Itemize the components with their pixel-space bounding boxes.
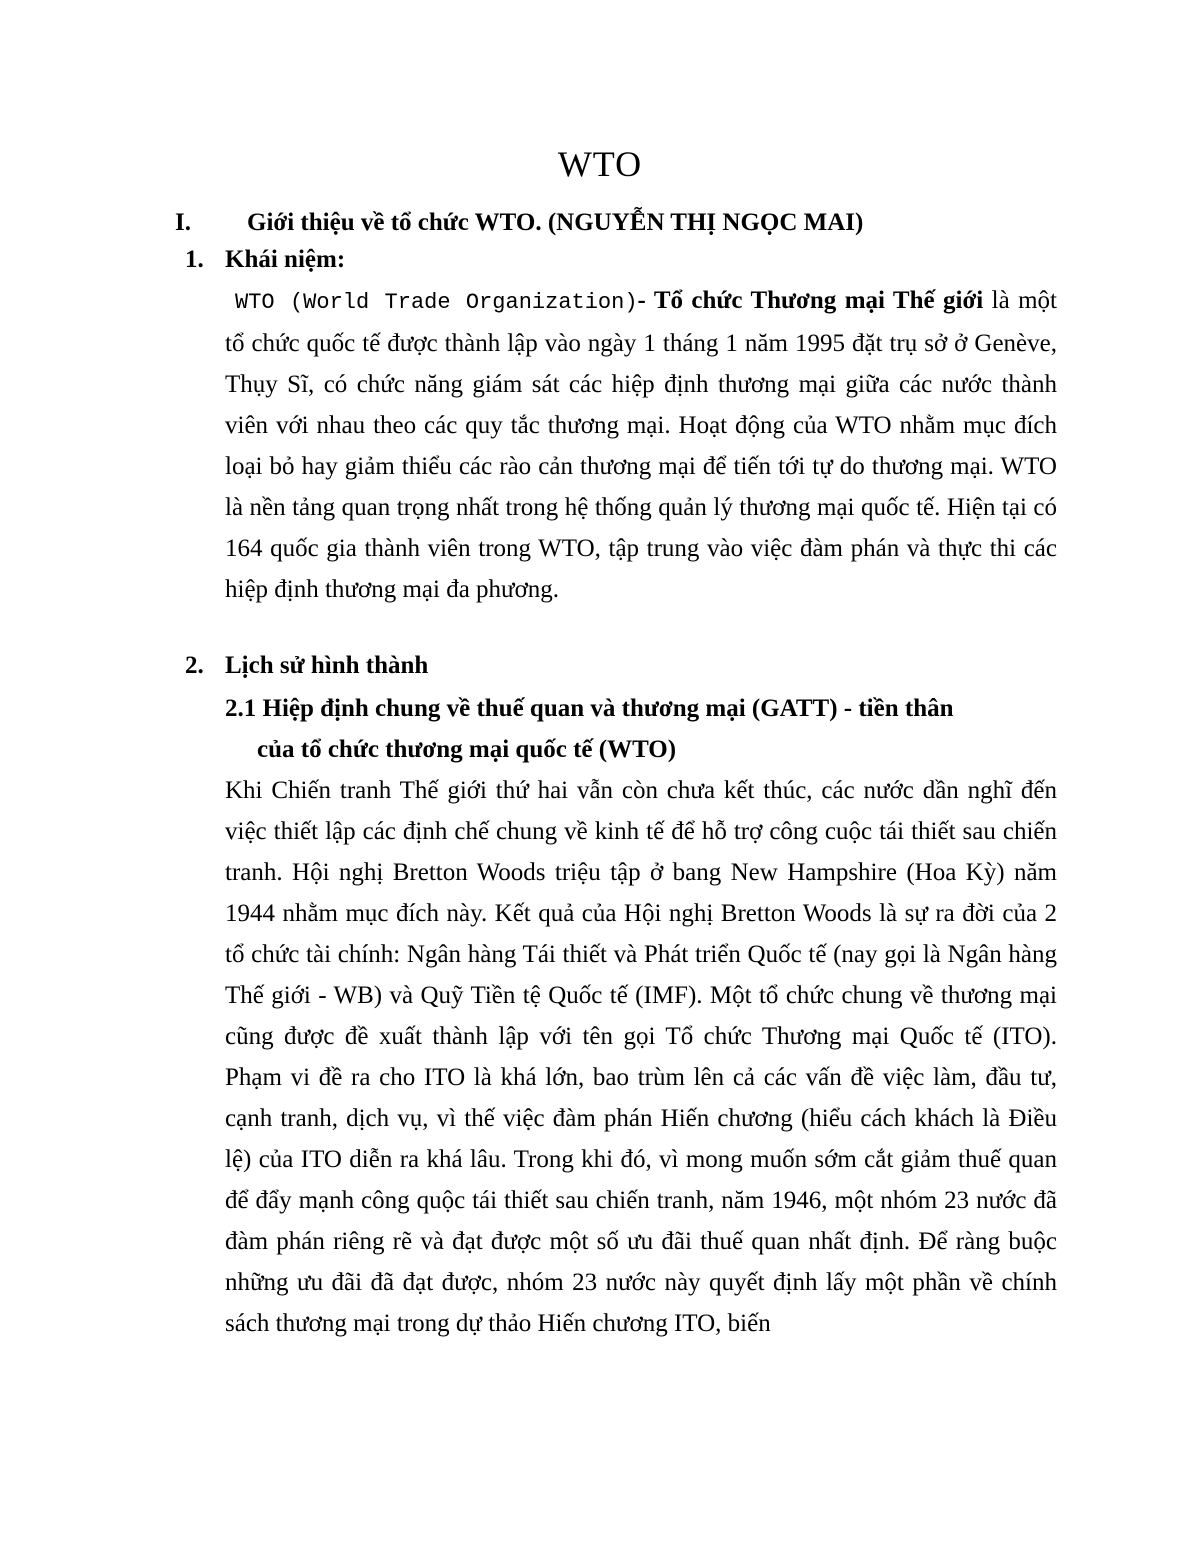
section-heading-1: [175, 205, 863, 241]
section-number: I.: [175, 209, 191, 236]
subsection-heading-1: [185, 242, 345, 278]
subsection-number: 2.: [185, 652, 204, 679]
subsection-heading-text: Lịch sử hình thành: [225, 652, 429, 679]
subsection-heading-2-1: [225, 688, 1057, 770]
paragraph-body-text: là một tổ chức quốc tế được thành lập vào ngày 1 tháng 1 năm 1995 đặt trụ sở ở Genève, Thụy Sĩ, có chức năng giám sát các hiệp định thương mại giữa các nước thành viên với nhau theo các quy tắc thương mại. Hoạt động của WTO nhằm mục đích loại bỏ hay giảm thiểu các rào cản thương mại để tiến tới tự do thương mại. WTO là nền tảng quan trọng nhất trong hệ thống quản lý thương mại quốc tế. Hiện tại có 164 quốc gia thành viên trong WTO, tập trung vào việc đàm phán và thực thi các hiệp định thương mại đa phương.: [225, 287, 1057, 603]
subsection-heading-text: Khái niệm:: [225, 246, 346, 273]
subsection-number: 1.: [185, 246, 204, 273]
subsection-heading-line-2: của tổ chức thương mại quốc tế (WTO): [257, 736, 677, 763]
paragraph-definition: [225, 280, 1057, 610]
paragraph-lead-text: WTO (World Trade Organization): [235, 290, 638, 315]
paragraph-bold-text: - Tổ chức Thương mại Thế giới: [637, 287, 984, 314]
document-title: WTO: [557, 144, 643, 184]
subsection-heading-2: [185, 648, 428, 684]
subsection-heading-line-1: 2.1 Hiệp định chung về thuế quan và thương mại (GATT) - tiền thân: [225, 695, 954, 722]
paragraph-history: Khi Chiến tranh Thế giới thứ hai vẫn còn chưa kết thúc, các nước dần nghĩ đến việc thiết lập các định chế chung về kinh tế để hỗ trợ công cuộc tái thiết sau chiến tranh. Hội nghị Bretton Woods triệu tập ở bang New Hampshire (Hoa Kỳ) năm 1944 nhằm mục đích này. Kết quả của Hội nghị Bretton Woods là sự ra đời của 2 tổ chức tài chính: Ngân hàng Tái thiết và Phát triển Quốc tế (nay gọi là Ngân hàng Thế giới - WB) và Quỹ Tiền tệ Quốc tế (IMF). Một tổ chức chung về thương mại cũng được đề xuất thành lập với tên gọi Tổ chức Thương mại Quốc tế (ITO). Phạm vi đề ra cho ITO là khá lớn, bao trùm lên cả các vấn đề việc làm, đầu tư, cạnh tranh, dịch vụ, vì thế việc đàm phán Hiến chương (hiểu cách khách là Điều lệ) của ITO diễn ra khá lâu. Trong khi đó, vì mong muốn sớm cắt giảm thuế quan để đẩy mạnh công quộc tái thiết sau chiến tranh, năm 1946, một nhóm 23 nước đã đàm phán riêng rẽ và đạt được một số ưu đãi thuế quan nhất định. Để ràng buộc những ưu đãi đã đạt được, nhóm 23 nước này quyết định lấy một phần về chính sách thương mại trong dự thảo Hiến chương ITO, biến: [225, 777, 1057, 1337]
section-heading-text: Giới thiệu về tổ chức WTO. (NGUYỄN THỊ NGỌC MAI): [247, 209, 864, 236]
